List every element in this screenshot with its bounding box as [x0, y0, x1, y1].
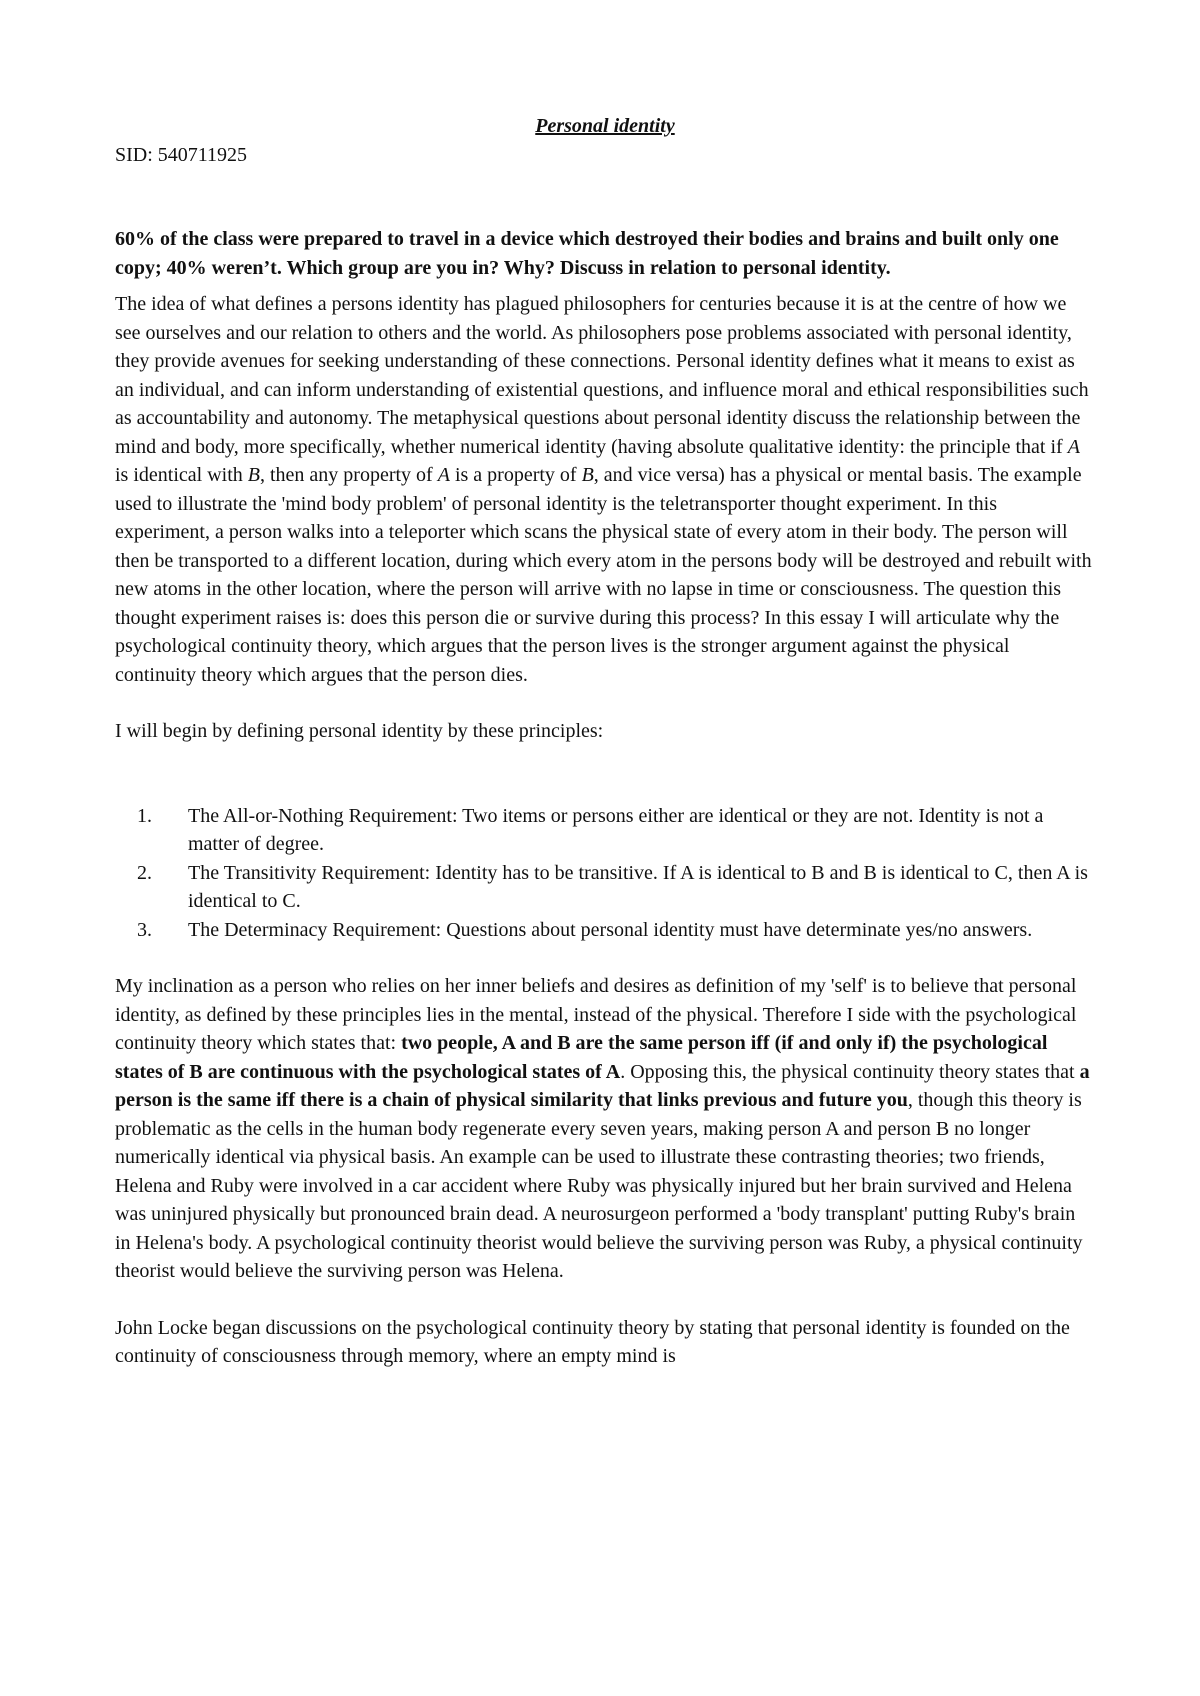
inclination-text-3: , though this theory is problematic as the cells in the human body regenerate every seven years, making person A and person B no longer numerically identical via physical basis. An example can be used to illustrate these contrasting theories; two friends, Helena and Ruby were involved in a car accident where Ruby was physically injured but her brain survived and Helena was uninjured physically but pronounced brain dead. A neurosurgeon performed a 'body transplant' putting Ruby's brain in Helena's body. A psychological continuity theorist would believe the surviving person was Ruby, a physical continuity theorist would believe the surviving person was Helena. — [115, 1089, 1083, 1282]
list-number: 1. — [137, 804, 152, 827]
intro-var-a: A — [1067, 435, 1080, 458]
page-title: Personal identity — [535, 115, 675, 137]
intro-text-2: is identical with — [115, 464, 248, 486]
inclination-text-1: My inclination as a person who relies on her inner beliefs and desires as definition of my 'self' is to believe that personal identity, as defined by these principles lies in the mental, instead of the physical. Therefore I side with the psychological continuity theory which states that: — [115, 975, 1077, 1054]
intro-text-5: , and vice versa) has a physical or mental basis. The example used to illustrate the 'mind body problem' of personal identity is the teletransporter thought experiment. In this experiment, a person walks into a teleporter which scans the physical state of every atom in their body. The person will then be transported to a different location, during which every atom in the persons body will be destroyed and rebuilt with new atoms in the other location, where the person will arrive with no lapse in time or consciousness. The question this thought experiment raises is: does this person die or survive during this process? In this essay I will articulate why the psychological continuity theory, which argues that the person lives is the stronger argument against the physical continuity theory which argues that the person dies. — [115, 464, 1092, 686]
student-id: SID: 540711925 — [115, 143, 248, 166]
list-item — [115, 916, 1095, 945]
list-number: 2. — [137, 861, 152, 884]
document-page — [115, 112, 1095, 1371]
physical-definition: a person is the same iff there is a chain of physical similarity that links previous and future you — [115, 1060, 1090, 1111]
list-number: 3. — [137, 918, 152, 941]
intro-text-1: The idea of what defines a persons identity has plagued philosophers for centuries because it is at the centre of how we see ourselves and our relation to others and the world. As philosophers pose problems associated with personal identity, they provide avenues for seeking understanding of these connections. Personal identity defines what it means to exist as an individual, and can inform understanding of existential questions, and influence moral and ethical responsibilities such as accountability and autonomy. The metaphysical questions about personal identity discuss the relationship between the mind and body, more specifically, whether numerical identity (having absolute qualitative identity: the principle that if — [115, 293, 1089, 458]
psychological-definition: two people, A and B are the same person iff (if and only if) the psychological states of B are continuous with the psychological states of A — [115, 1032, 1048, 1083]
list-item — [115, 859, 1095, 916]
list-text: The All-or-Nothing Requirement: Two items or persons either are identical or they are not. Identity is not a matter of degree. — [188, 804, 1044, 855]
locke-paragraph: John Locke began discussions on the psychological continuity theory by stating that personal identity is founded on the continuity of consciousness through memory, where an empty mind is — [115, 1316, 1070, 1367]
intro-var-a: A — [437, 464, 450, 486]
list-text: The Transitivity Requirement: Identity has to be transitive. If A is identical to B and B is identical to C, then A is identical to C. — [188, 861, 1088, 912]
intro-paragraph — [115, 290, 1095, 689]
intro-text-4: is a property of — [449, 464, 582, 486]
list-text: The Determinacy Requirement: Questions about personal identity must have determinate yes/no answers. — [188, 918, 1033, 941]
essay-question: 60% of the class were prepared to travel in a device which destroyed their bodies and brains and built only one copy; 40% weren’t. Which group are you in? Why? Discuss in relation to personal identity. — [115, 228, 1059, 279]
intro-var-b: B — [247, 464, 260, 486]
intro-var-b: B — [581, 464, 594, 486]
principles-intro: I will begin by defining personal identity by these principles: — [115, 720, 604, 742]
principles-list — [115, 802, 1095, 945]
inclination-text-2: . Opposing this, the physical continuity theory states that — [620, 1060, 1080, 1083]
inclination-paragraph — [115, 972, 1095, 1286]
intro-text-3: , then any property of — [259, 464, 438, 486]
list-item — [115, 802, 1095, 859]
